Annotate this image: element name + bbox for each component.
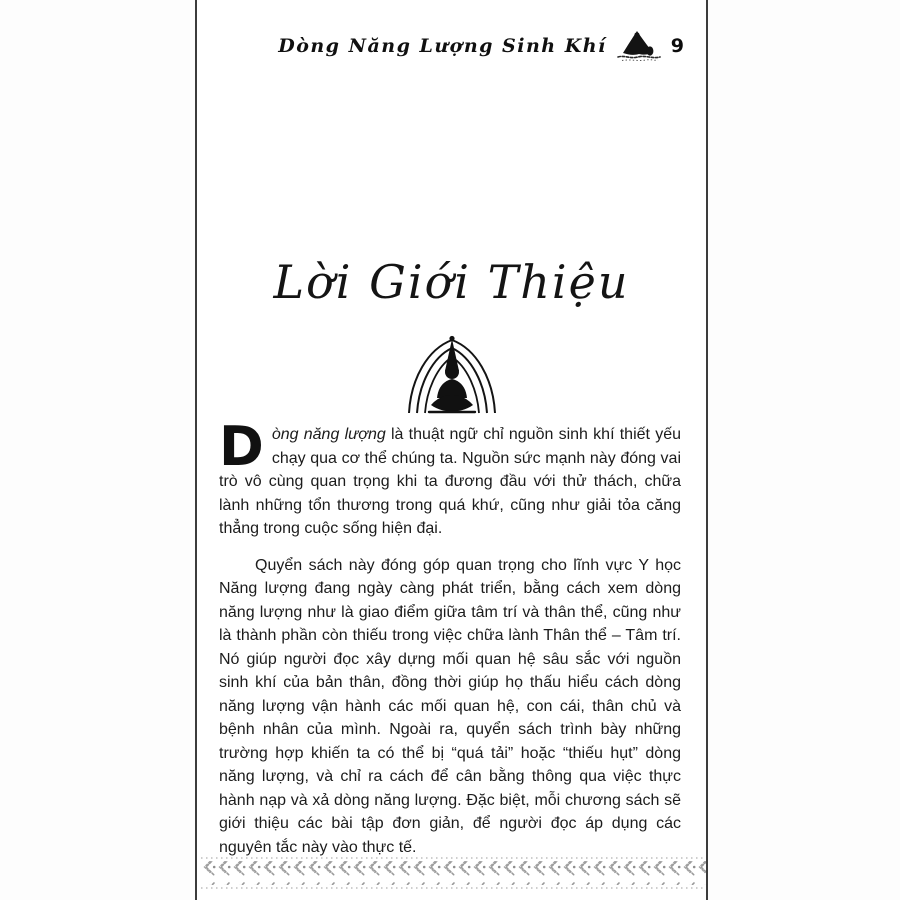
book-page: [195, 0, 708, 900]
chapter-title: Lời Giới Thiệu: [273, 255, 630, 309]
intro-paragraph-2: Quyển sách này đóng góp quan trọng cho lĩnh vực Y học Năng lượng đang ngày càng phát triển, bằng cách xem dòng năng lượng như là giao điểm giữa tâm trí và thân thể, cũng như là thành phần còn thiếu trong việc chữa lành Thân thể – Tâm trí. Nó giúp người đọc xây dựng mối quan hệ sâu sắc với nguồn sinh khí của bản thân, đồng thời giúp họ thấu hiểu cách dòng năng lượng vận hành các mối quan hệ, con cái, thân chủ và bệnh nhân của mình. Ngoài ra, quyển sách trình bày những trường hợp khiến ta có thể bị “quá tải” hoặc “thiếu hụt” dòng năng lượng, và chỉ ra cách để cân bằng thông qua việc thực hành nạp và xả dòng năng lượng. Đặc biệt, mỗi chương sách sẽ giới thiệu các bài tập đơn giản, để người đọc áp dụng các nguyên tắc này vào thực tế.: [219, 556, 681, 856]
paragraph-1-text: là thuật ngữ chỉ nguồn sinh khí thiết yếu chạy qua cơ thể chúng ta. Nguồn sức mạnh này đóng vai trò vô cùng quan trọng khi ta đương đầu với thử thách, chữa lành những tổn thương trong quá khứ, cũng như giải tỏa căng thẳng trong cuộc sống hiện đại.: [219, 426, 681, 537]
body-text: [219, 415, 681, 859]
running-header-title: Dòng Năng Lượng Sinh Khí: [278, 35, 607, 57]
meditating-figure-icon: [400, 335, 504, 415]
page-number: 9: [670, 35, 684, 57]
drop-cap-letter: D: [219, 415, 264, 478]
intro-paragraph-1: [219, 415, 681, 541]
running-header: [197, 27, 684, 65]
italic-term: òng năng lượng: [271, 426, 386, 443]
herringbone-border-ornament: [201, 855, 706, 891]
meditating-silhouette-mound-icon: [616, 29, 662, 63]
